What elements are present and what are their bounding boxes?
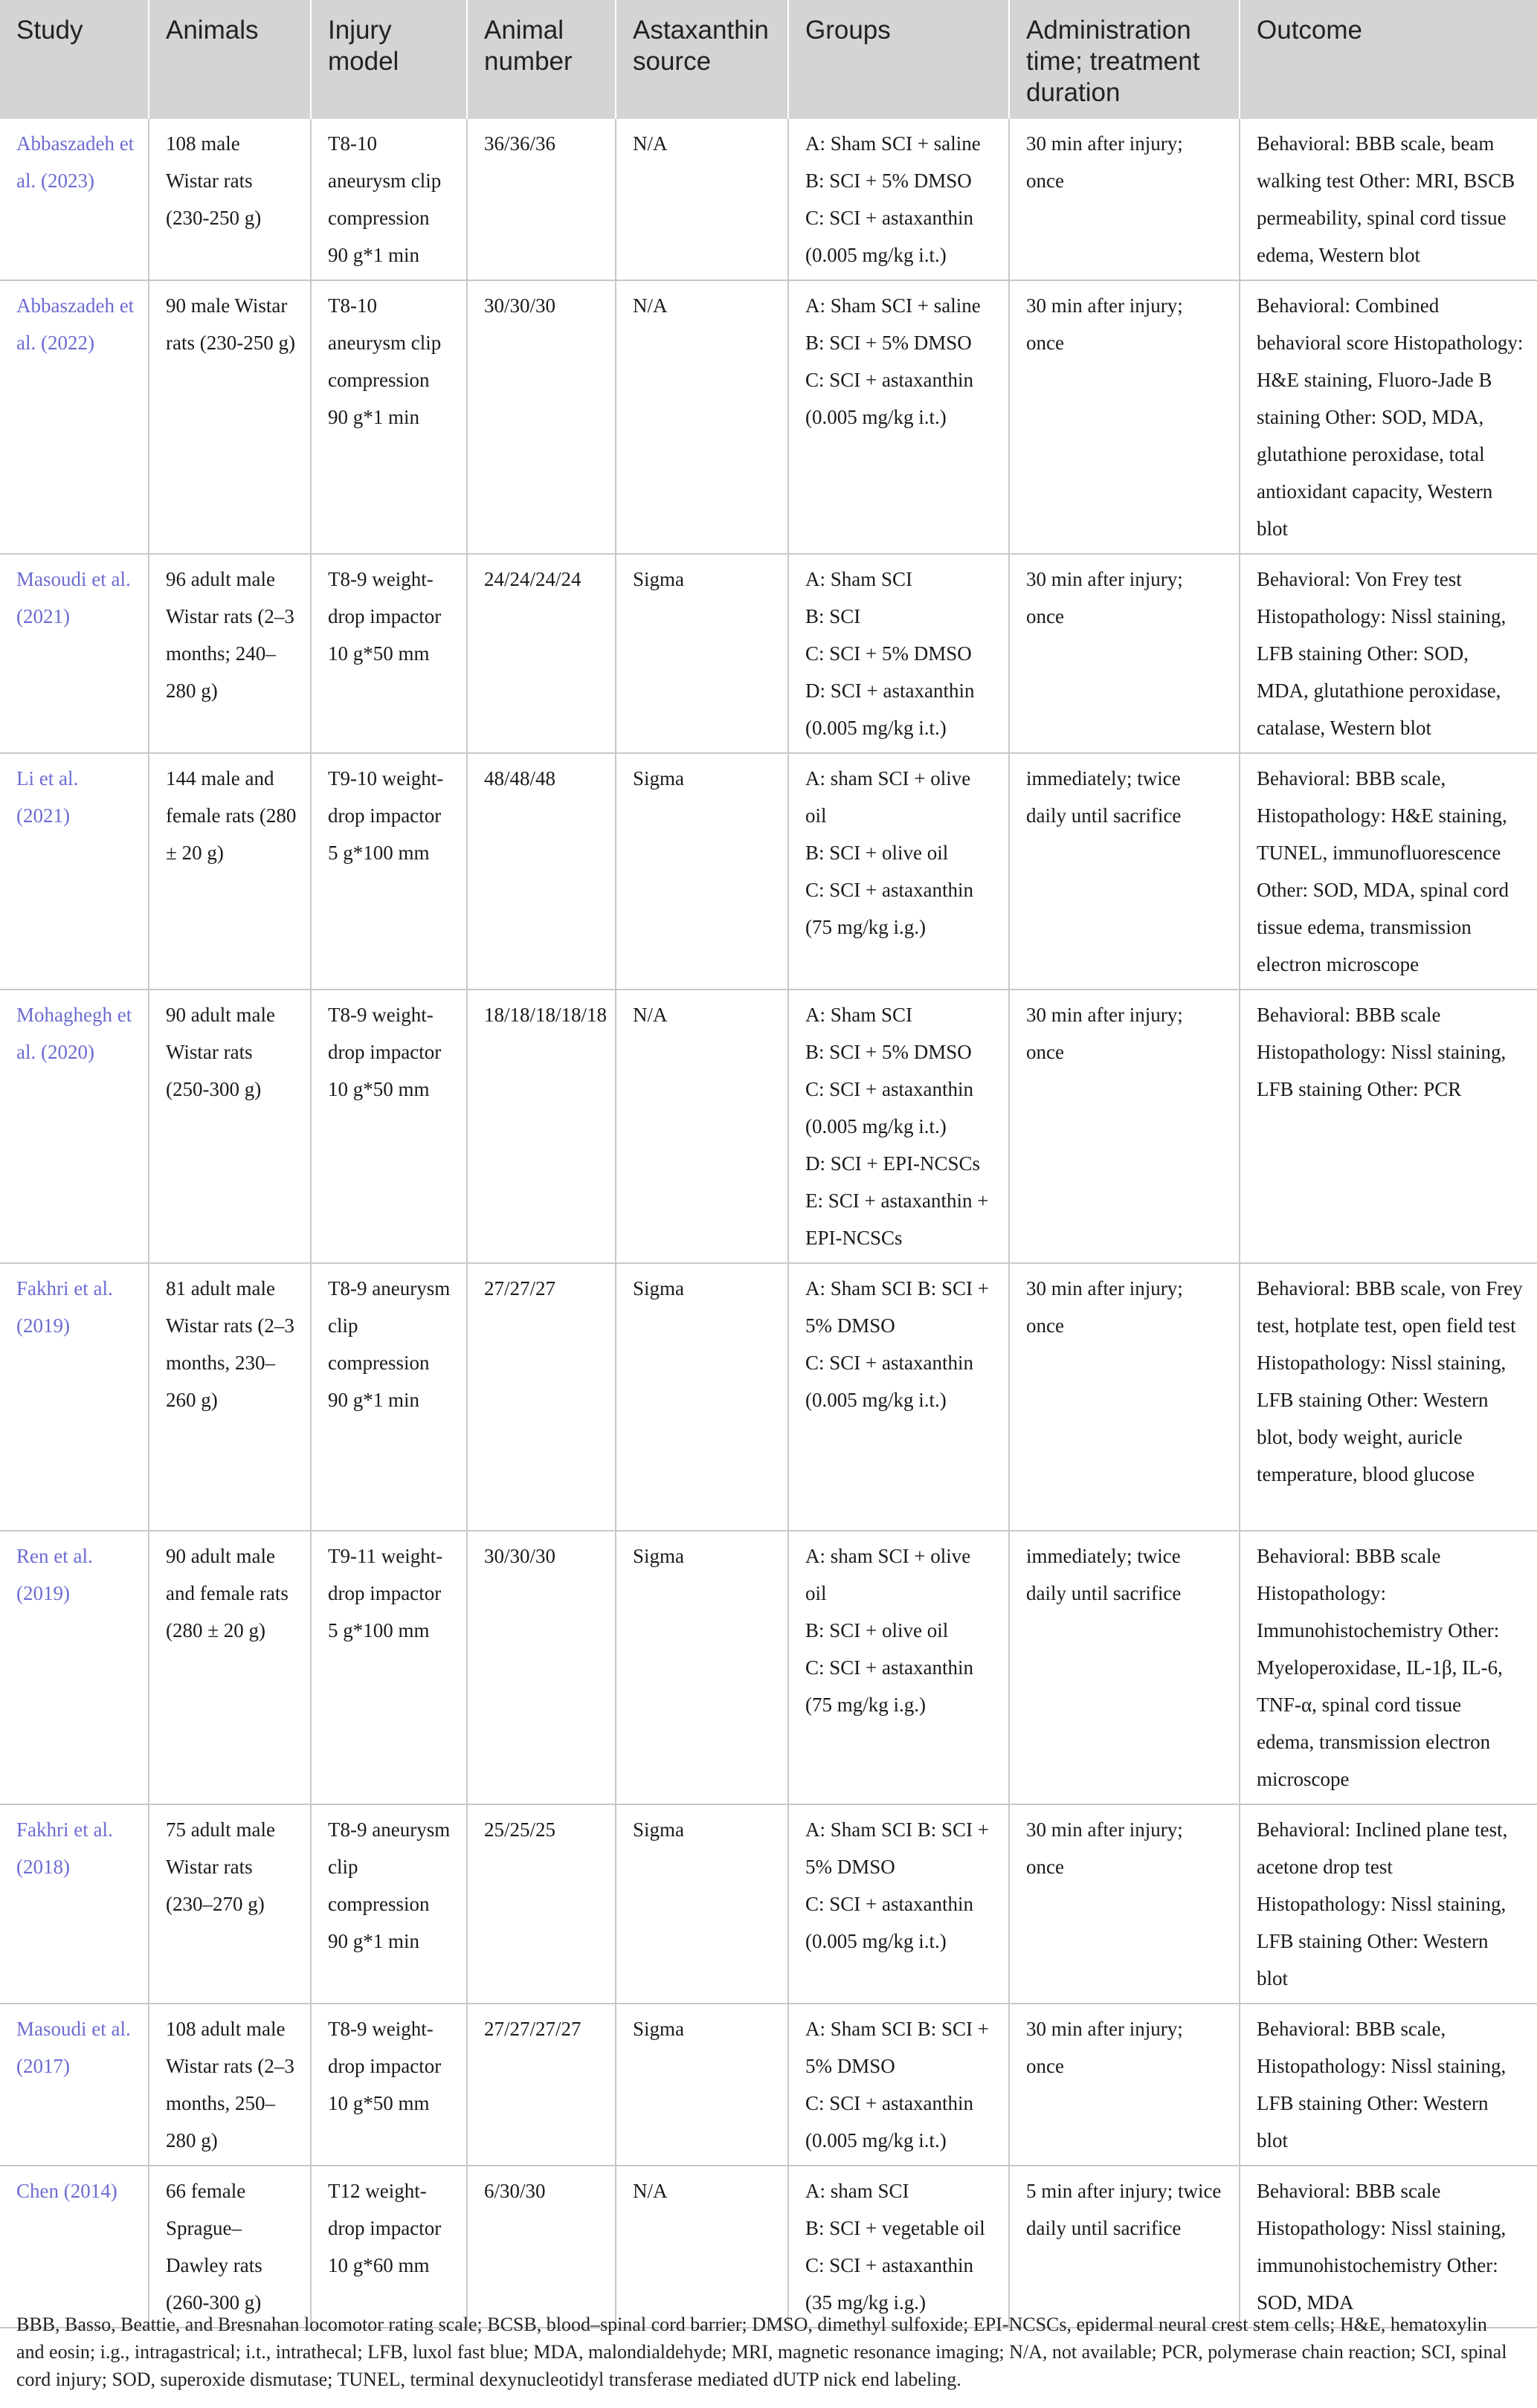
groups-cell: [788, 2004, 1009, 2166]
study-link[interactable]: Mohaghegh et al. (2020): [0, 990, 149, 1263]
group-line: A: Sham SCI: [805, 568, 913, 590]
animals-cell: 66 female Sprague–Dawley rats (260-300 g): [149, 2166, 311, 2328]
col-header-administration: Administration time; treatment duration: [1009, 0, 1240, 119]
groups-cell: [788, 753, 1009, 990]
animal-number-cell: 24/24/24/24: [467, 554, 616, 753]
group-line: B: SCI + 5% DMSO: [805, 332, 972, 354]
animal-number-cell: 48/48/48: [467, 753, 616, 990]
group-line: A: Sham SCI B: SCI + 5% DMSO: [805, 1818, 990, 1878]
animals-cell: 81 adult male Wistar rats (2–3 months, 230–260 g): [149, 1263, 311, 1531]
col-header-animals: Animals: [149, 0, 311, 119]
animals-cell: 90 male Wistar rats (230-250 g): [149, 280, 311, 554]
group-line: C: SCI + 5% DMSO: [805, 642, 972, 665]
animals-cell: 96 adult male Wistar rats (2–3 months; 240–280 g): [149, 554, 311, 753]
table-row: [0, 280, 1537, 554]
group-line: C: SCI + astaxanthin (0.005 mg/kg i.t.): [805, 1352, 973, 1411]
group-line: B: SCI + vegetable oil: [805, 2217, 985, 2239]
study-link[interactable]: Li et al. (2021): [0, 753, 149, 990]
table-footnote: BBB, Basso, Beattie, and Bresnahan locomotor rating scale; BCSB, blood–spinal cord barrier; DMSO, dimethyl sulfoxide; EPI-NCSCs, epidermal neural crest stem cells; H&E, hematoxylin and eosin; i.g., intragastrical; i.t., intrathecal; LFB, luxol fast blue; MDA, malondialdehyde; MRI, magnetic resonance imaging; N/A, not available; PCR, polymerase chain reaction; SCI, spinal cord injury; SOD, superoxide dismutase; TUNEL, terminal dexynucleotidyl transferase mediated dUTP nick end labeling.: [16, 2314, 1507, 2390]
group-line: C: SCI + astaxanthin (35 mg/kg i.g.): [805, 2254, 973, 2314]
animal-number-cell: 25/25/25: [467, 1804, 616, 2004]
animals-cell: 90 adult male Wistar rats (250-300 g): [149, 990, 311, 1263]
group-line: A: sham SCI + olive oil: [805, 1545, 971, 1604]
group-line: D: SCI + astaxanthin (0.005 mg/kg i.t.): [805, 680, 975, 739]
table-row: [0, 1804, 1537, 2004]
animal-number-cell: 30/30/30: [467, 280, 616, 554]
groups-cell: [788, 990, 1009, 1263]
group-line: B: SCI + olive oil: [805, 1619, 949, 1642]
group-line: A: Sham SCI + saline: [805, 294, 981, 317]
study-link[interactable]: Fakhri et al. (2019): [0, 1263, 149, 1531]
group-line: A: Sham SCI B: SCI + 5% DMSO: [805, 1277, 990, 1337]
outcome-cell: Behavioral: BBB scale, Histopathology: H&E staining, TUNEL, immunofluorescence Other: SOD, MDA, spinal cord tissue edema, transmission electron microscope: [1240, 753, 1537, 990]
administration-cell: 30 min after injury; once: [1009, 1263, 1240, 1531]
groups-cell: [788, 1531, 1009, 1804]
source-cell: Sigma: [616, 1531, 788, 1804]
animal-number-cell: 36/36/36: [467, 119, 616, 280]
injury-model-cell: T8-10 aneurysm clip compression 90 g*1 min: [311, 280, 467, 554]
administration-cell: 30 min after injury; once: [1009, 554, 1240, 753]
injury-model-cell: T9-10 weight-drop impactor 5 g*100 mm: [311, 753, 467, 990]
group-line: A: sham SCI: [805, 2180, 909, 2202]
administration-cell: 5 min after injury; twice daily until sacrifice: [1009, 2166, 1240, 2328]
source-cell: Sigma: [616, 1804, 788, 2004]
animal-number-cell: 30/30/30: [467, 1531, 616, 1804]
col-header-groups: Groups: [788, 0, 1009, 119]
source-cell: Sigma: [616, 2004, 788, 2166]
animal-number-cell: 27/27/27/27: [467, 2004, 616, 2166]
injury-model-cell: T8-9 weight-drop impactor 10 g*50 mm: [311, 2004, 467, 2166]
study-link[interactable]: Abbaszadeh et al. (2023): [0, 119, 149, 280]
groups-cell: [788, 1263, 1009, 1531]
source-cell: N/A: [616, 119, 788, 280]
animals-cell: 108 male Wistar rats (230-250 g): [149, 119, 311, 280]
study-link[interactable]: Masoudi et al. (2017): [0, 2004, 149, 2166]
administration-cell: immediately; twice daily until sacrifice: [1009, 753, 1240, 990]
study-link[interactable]: Chen (2014): [0, 2166, 149, 2328]
table-row: [0, 2004, 1537, 2166]
group-line: A: Sham SCI: [805, 1004, 913, 1026]
col-header-outcome: Outcome: [1240, 0, 1537, 119]
animals-cell: 108 adult male Wistar rats (2–3 months, 250–280 g): [149, 2004, 311, 2166]
outcome-cell: Behavioral: BBB scale, Histopathology: Nissl staining, LFB staining Other: Western blot: [1240, 2004, 1537, 2166]
outcome-cell: Behavioral: Von Frey test Histopathology: Nissl staining, LFB staining Other: SOD, MDA, glutathione peroxidase, catalase, Western blot: [1240, 554, 1537, 753]
injury-model-cell: T8-9 weight-drop impactor 10 g*50 mm: [311, 990, 467, 1263]
outcome-cell: Behavioral: Inclined plane test, acetone drop test Histopathology: Nissl staining, LFB staining Other: Western blot: [1240, 1804, 1537, 2004]
group-line: A: Sham SCI B: SCI + 5% DMSO: [805, 2018, 990, 2077]
outcome-cell: Behavioral: Combined behavioral score Histopathology: H&E staining, Fluoro-Jade B staining Other: SOD, MDA, glutathione peroxidase, total antioxidant capacity, Western blot: [1240, 280, 1537, 554]
source-cell: N/A: [616, 2166, 788, 2328]
administration-cell: 30 min after injury; once: [1009, 990, 1240, 1263]
group-line: B: SCI + 5% DMSO: [805, 170, 972, 192]
source-cell: Sigma: [616, 1263, 788, 1531]
groups-cell: [788, 554, 1009, 753]
outcome-cell: Behavioral: BBB scale, von Frey test, hotplate test, open field test Histopathology: Nissl staining, LFB staining Other: Western blot, body weight, auricle temperature, blood glucose: [1240, 1263, 1537, 1531]
table-row: [0, 2166, 1537, 2328]
groups-cell: [788, 280, 1009, 554]
administration-cell: immediately; twice daily until sacrifice: [1009, 1531, 1240, 1804]
administration-cell: 30 min after injury; once: [1009, 2004, 1240, 2166]
col-header-animal-number: Animal number: [467, 0, 616, 119]
group-line: E: SCI + astaxanthin + EPI-NCSCs: [805, 1190, 989, 1249]
table-row: [0, 753, 1537, 990]
table-body: [0, 119, 1537, 2328]
groups-cell: [788, 1804, 1009, 2004]
study-link[interactable]: Masoudi et al. (2021): [0, 554, 149, 753]
group-line: A: sham SCI + olive oil: [805, 767, 971, 827]
header-row: [0, 0, 1537, 119]
group-line: C: SCI + astaxanthin (0.005 mg/kg i.t.): [805, 369, 973, 428]
outcome-cell: Behavioral: BBB scale Histopathology: Nissl staining, immunohistochemistry Other: SOD, MDA: [1240, 2166, 1537, 2328]
outcome-cell: Behavioral: BBB scale, beam walking test Other: MRI, BSCB permeability, spinal cord tissue edema, Western blot: [1240, 119, 1537, 280]
source-cell: N/A: [616, 280, 788, 554]
outcome-cell: Behavioral: BBB scale Histopathology: Immunohistochemistry Other: Myeloperoxidase, IL-1β, IL-6, TNF-α, spinal cord tissue edema, transmission electron microscope: [1240, 1531, 1537, 1804]
col-header-study: Study: [0, 0, 149, 119]
table-row: [0, 1531, 1537, 1804]
animal-number-cell: 18/18/18/18/18: [467, 990, 616, 1263]
animal-number-cell: 27/27/27: [467, 1263, 616, 1531]
groups-cell: [788, 119, 1009, 280]
injury-model-cell: T9-11 weight-drop impactor 5 g*100 mm: [311, 1531, 467, 1804]
table-row: [0, 1263, 1537, 1531]
study-link[interactable]: Abbaszadeh et al. (2022): [0, 280, 149, 554]
outcome-cell: Behavioral: BBB scale Histopathology: Nissl staining, LFB staining Other: PCR: [1240, 990, 1537, 1263]
group-line: C: SCI + astaxanthin (0.005 mg/kg i.t.): [805, 2092, 973, 2152]
injury-model-cell: T8-9 aneurysm clip compression 90 g*1 min: [311, 1804, 467, 2004]
group-line: B: SCI + 5% DMSO: [805, 1041, 972, 1063]
group-line: C: SCI + astaxanthin (0.005 mg/kg i.t.): [805, 1893, 973, 1952]
animal-number-cell: 6/30/30: [467, 2166, 616, 2328]
animals-cell: 75 adult male Wistar rats (230–270 g): [149, 1804, 311, 2004]
group-line: D: SCI + EPI-NCSCs: [805, 1152, 981, 1175]
injury-model-cell: T8-9 aneurysm clip compression 90 g*1 min: [311, 1263, 467, 1531]
study-link[interactable]: Ren et al. (2019): [0, 1531, 149, 1804]
injury-model-cell: T8-9 weight-drop impactor 10 g*50 mm: [311, 554, 467, 753]
source-cell: Sigma: [616, 753, 788, 990]
administration-cell: 30 min after injury; once: [1009, 119, 1240, 280]
group-line: C: SCI + astaxanthin (0.005 mg/kg i.t.): [805, 1078, 973, 1137]
animals-cell: 144 male and female rats (280 ± 20 g): [149, 753, 311, 990]
groups-cell: [788, 2166, 1009, 2328]
animals-cell: 90 adult male and female rats (280 ± 20 g): [149, 1531, 311, 1804]
group-line: C: SCI + astaxanthin (0.005 mg/kg i.t.): [805, 207, 973, 266]
group-line: B: SCI + olive oil: [805, 842, 949, 864]
table-row: [0, 554, 1537, 753]
table-header: [0, 0, 1537, 119]
col-header-injury-model: Injury model: [311, 0, 467, 119]
administration-cell: 30 min after injury; once: [1009, 280, 1240, 554]
group-line: B: SCI: [805, 605, 861, 627]
table-row: [0, 119, 1537, 280]
col-header-astaxanthin-source: Astaxanthin source: [616, 0, 788, 119]
injury-model-cell: T12 weight-drop impactor 10 g*60 mm: [311, 2166, 467, 2328]
study-link[interactable]: Fakhri et al. (2018): [0, 1804, 149, 2004]
administration-cell: 30 min after injury; once: [1009, 1804, 1240, 2004]
source-cell: N/A: [616, 990, 788, 1263]
source-cell: Sigma: [616, 554, 788, 753]
table-row: [0, 990, 1537, 1263]
group-line: A: Sham SCI + saline: [805, 132, 981, 155]
injury-model-cell: T8-10 aneurysm clip compression 90 g*1 min: [311, 119, 467, 280]
group-line: C: SCI + astaxanthin (75 mg/kg i.g.): [805, 1656, 973, 1716]
group-line: C: SCI + astaxanthin (75 mg/kg i.g.): [805, 879, 973, 938]
